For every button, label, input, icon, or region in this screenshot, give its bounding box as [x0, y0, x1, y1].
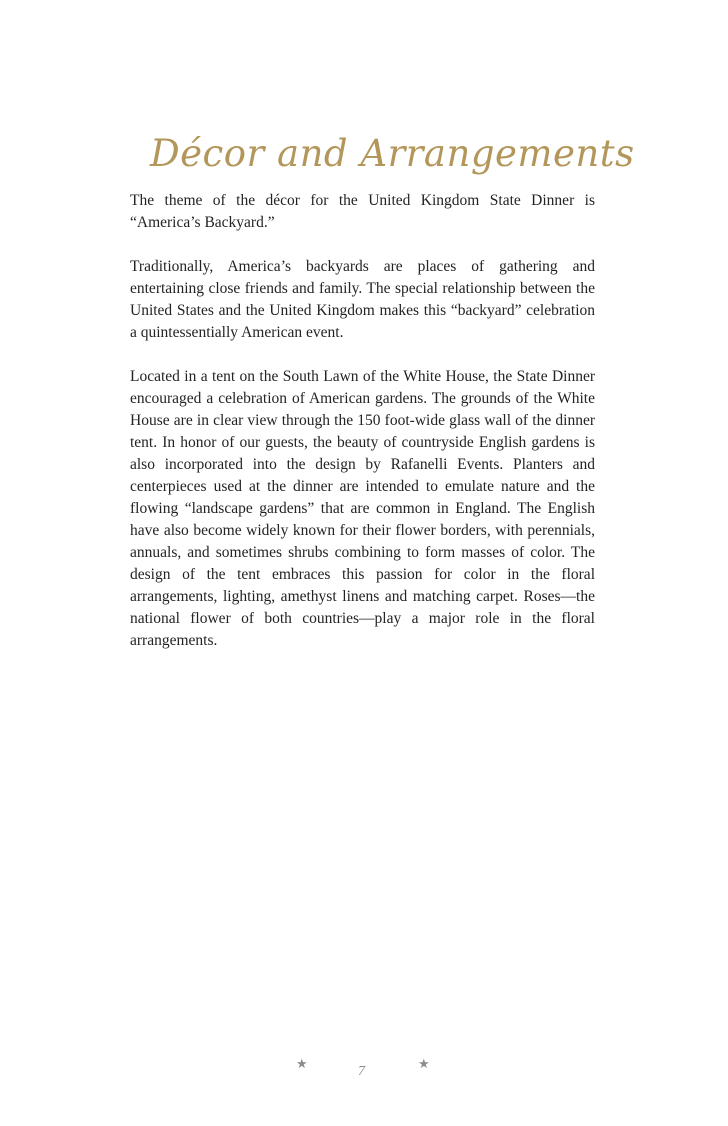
article-body — [130, 190, 595, 674]
page-title: Décor and Arrangements — [150, 132, 635, 175]
star-icon: ★ — [418, 1056, 430, 1071]
page-footer — [0, 1056, 728, 1086]
page-number: 7 — [358, 1064, 365, 1079]
paragraph-backyards: Traditionally, America’s backyards are places of gathering and entertaining close friends and family. The special relationship between the United States and the United Kingdom makes this “backyard” celebration a quintessentially American event. — [130, 258, 595, 341]
paragraph-theme: The theme of the décor for the United Kingdom State Dinner is “America’s Backyard.” — [130, 192, 595, 231]
star-icon: ★ — [296, 1056, 308, 1071]
paragraph-tent-design: Located in a tent on the South Lawn of the White House, the State Dinner encouraged a celebration of American gardens. The grounds of the White House are in clear view through the 150 foot-wide glass wall of the dinner tent. In honor of our guests, the beauty of countryside English gardens is also incorporated into the design by Rafanelli Events. Planters and centerpieces used at the dinner are intended to emulate nature and the flowing “landscape gardens” that are common in England. The English have also become widely known for their flower borders, with perennials, annuals, and sometimes shrubs combining to form masses of color. The design of the tent embraces this passion for color in the floral arrangements, lighting, amethyst linens and matching carpet. Roses—the national flower of both countries—play a major role in the floral arrangements. — [130, 368, 595, 649]
